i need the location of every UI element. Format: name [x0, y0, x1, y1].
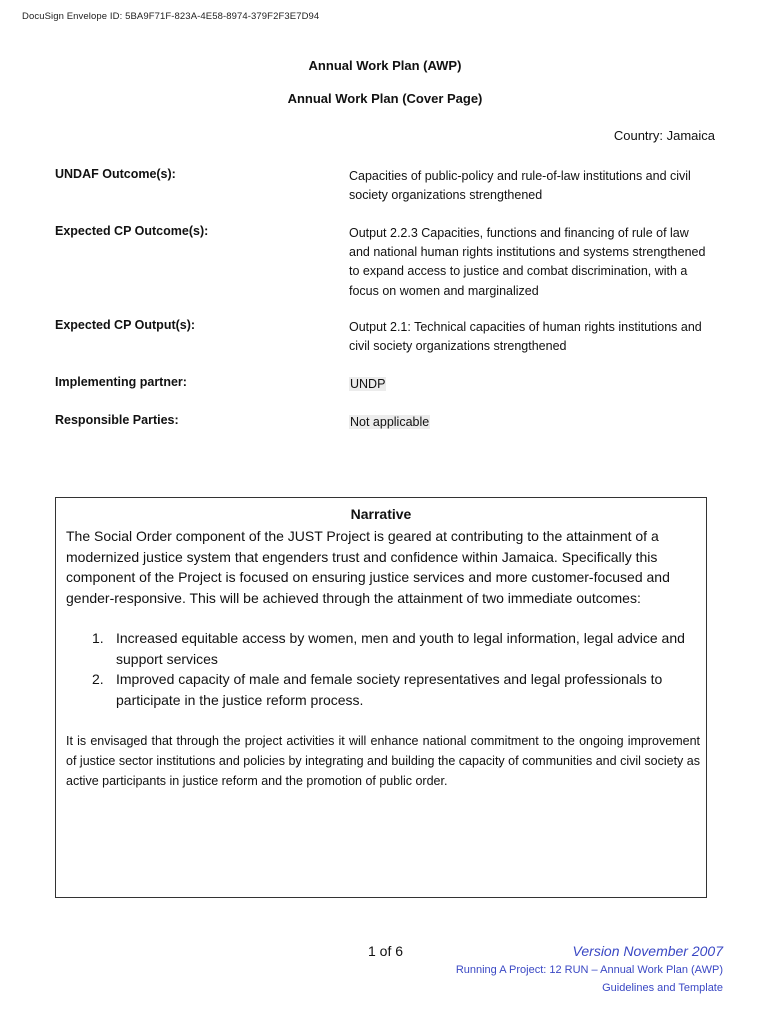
document-title: Annual Work Plan (AWP): [308, 58, 462, 73]
docusign-envelope-id: DocuSign Envelope ID: 5BA9F71F-823A-4E58-8974-379F2F3E7D94: [22, 11, 320, 22]
implementing-partner-value: UNDP: [350, 377, 386, 391]
list-text: Increased equitable access by women, men and youth to legal information, legal advice and support services: [116, 630, 685, 667]
list-item: [92, 628, 700, 669]
page-number: 1 of 6: [368, 943, 404, 959]
field-label: Implementing partner:: [55, 375, 187, 389]
footer-doc-name: Running A Project: 12 RUN – Annual Work Plan (AWP): [455, 964, 723, 976]
field-value: Output 2.2.3 Capacities, functions and financing of rule of law and national human rights institutions and systems strengthened to expand access to justice and combat discrimination, with a focus on women and marginalized: [349, 226, 706, 298]
outcomes-list: [92, 628, 700, 710]
list-number: 1.: [92, 630, 104, 646]
responsible-parties-value: Not applicable: [350, 415, 430, 429]
list-item: [92, 669, 700, 710]
field-value: Output 2.1: Technical capacities of human rights institutions and civil society organizations strengthened: [349, 320, 702, 354]
narrative-conclusion: It is envisaged that through the project activities it will enhance national commitment to the ongoing improvement of justice sector institutions and policies by integrating and building the capacity of communities and civil society as active participants in justice reform and the promotion of public order.: [66, 734, 700, 789]
field-label: UNDAF Outcome(s):: [55, 167, 176, 181]
country-label: Country: Jamaica: [613, 128, 715, 143]
field-value: [349, 413, 713, 432]
footer-doc-subtitle: Guidelines and Template: [602, 982, 723, 994]
field-label: Responsible Parties:: [55, 413, 179, 427]
narrative-intro: The Social Order component of the JUST Project is geared at contributing to the attainment of a modernized justice system that engenders trust and confidence within Jamaica. Specifically this component of the Project is focused on ensuring justice services and more customer-focused and gender-responsive. This will be achieved through the attainment of two immediate outcomes:: [66, 528, 670, 606]
narrative-heading: Narrative: [350, 506, 412, 522]
narrative-box: [55, 497, 707, 898]
list-text: Improved capacity of male and female society representatives and legal professionals to participate in the justice reform process.: [116, 671, 663, 708]
footer-version: Version November 2007: [572, 943, 723, 959]
list-number: 2.: [92, 671, 104, 687]
document-subtitle: Annual Work Plan (Cover Page): [287, 91, 483, 106]
field-label: Expected CP Outcome(s):: [55, 224, 209, 238]
field-label: Expected CP Output(s):: [55, 318, 196, 332]
field-value: Capacities of public-policy and rule-of-law institutions and civil society organizations strengthened: [349, 169, 691, 203]
field-value: [349, 375, 713, 394]
